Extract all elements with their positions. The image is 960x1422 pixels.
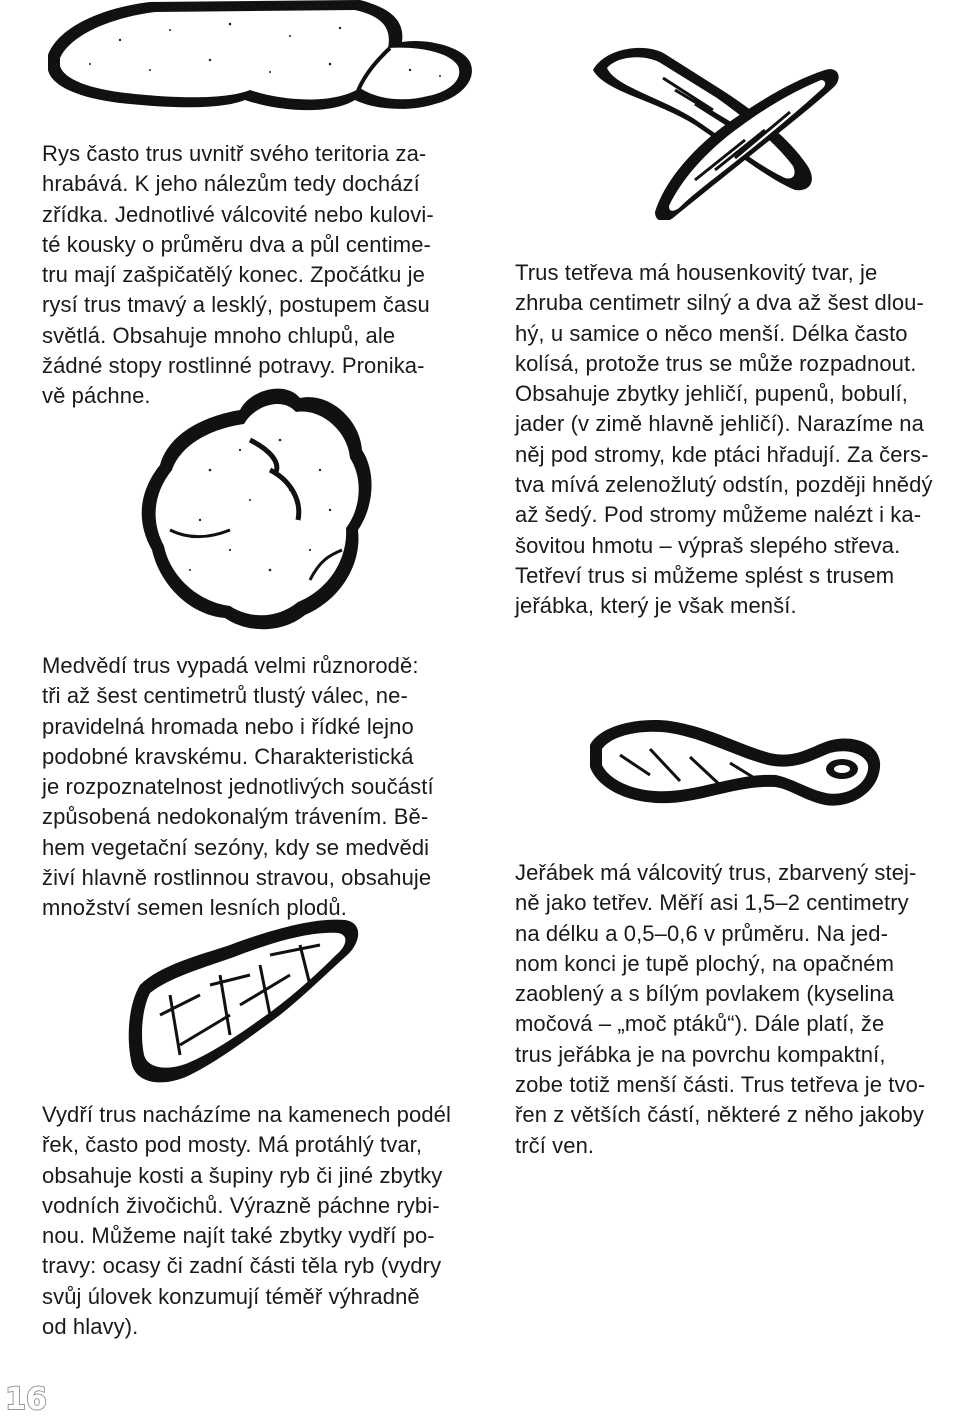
paragraph-line: hý, u samice o něco menší. Délka často [515, 320, 908, 346]
paragraph-line: travy: ocasy či zadní části těla ryb (vydry [42, 1253, 442, 1279]
lynx-droppings-illustration [30, 0, 500, 130]
paragraph-line: močová – „moč ptáků“). Dále platí, že [515, 1011, 885, 1037]
paragraph-line: zřídka. Jednotlivé válcovité nebo kulovi- [42, 201, 434, 227]
bear-paragraph [42, 651, 490, 924]
paragraph-line: Vydří trus nacházíme na kamenech podél [42, 1102, 451, 1127]
paragraph-line: tru mají zašpičatělý konec. Zpočátku je [42, 262, 425, 288]
paragraph-line: Medvědí trus vypadá velmi různorodě: [42, 653, 419, 678]
paragraph-line: Rys často trus uvnitř svého teritoria za- [42, 141, 427, 166]
paragraph-line: je rozpoznatelnost jednotlivých součástí [42, 774, 434, 800]
paragraph-line: ně jako tetřev. Měří asi 1,5–2 centimetry [515, 890, 909, 916]
hazel-grouse-droppings-illustration [580, 705, 890, 825]
paragraph-line: jader (v zimě hlavně jehličí). Narazíme na [515, 411, 924, 437]
paragraph-line: trus jeřábka je na povrchu kompaktní, [515, 1041, 886, 1067]
paragraph-line: podobné kravskému. Charakteristická [42, 743, 414, 769]
capercaillie-droppings-illustration [585, 30, 845, 220]
paragraph-line: zobe totiž menší části. Trus tetřeva je tvo- [515, 1072, 926, 1098]
hazel-grouse-paragraph [515, 858, 955, 1161]
paragraph-line: množství semen lesních plodů. [42, 895, 347, 921]
paragraph-line: Trus tetřeva má housenkovitý tvar, je [515, 260, 878, 285]
paragraph-line: světlá. Obsahuje mnoho chlupů, ale [42, 322, 396, 348]
paragraph-line: kolísá, protože trus se může rozpadnout. [515, 350, 917, 376]
paragraph-line: vě páchne. [42, 383, 151, 409]
paragraph-line: nom konci je tupě plochý, na opačném [515, 950, 895, 976]
paragraph-line: šovitou hmotu – výpraš slepého střeva. [515, 532, 901, 558]
paragraph-line: tři až šest centimetrů tlustý válec, ne- [42, 683, 408, 709]
paragraph-line: žádné stopy rostlinné potravy. Pronika- [42, 353, 425, 379]
paragraph-line: jeřábka, který je však menší. [515, 593, 797, 619]
paragraph-line: vodních živočichů. Výrazně páchne rybi- [42, 1192, 440, 1218]
paragraph-line: od hlavy). [42, 1314, 139, 1340]
paragraph-line: Tetřeví trus si můžeme splést s trusem [515, 562, 895, 588]
paragraph-line: něj pod stromy, kde ptáci hřadují. Za čers- [515, 441, 929, 467]
paragraph-line: obsahuje kosti a šupiny ryb či jiné zbytky [42, 1162, 443, 1188]
paragraph-line: rysí trus tmavý a lesklý, postupem času [42, 292, 430, 318]
otter-paragraph [42, 1100, 490, 1342]
paragraph-line: zaoblený a s bílým povlakem (kyselina [515, 981, 895, 1007]
paragraph-line: způsobená nedokonalým trávením. Bě- [42, 804, 429, 830]
paragraph-line: trčí ven. [515, 1132, 595, 1158]
paragraph-line: hem vegetační sezóny, kdy se medvědi [42, 834, 430, 860]
paragraph-line: Obsahuje zbytky jehličí, pupenů, bobulí, [515, 381, 908, 407]
paragraph-line: tva mívá zelenožlutý odstín, později hnědý [515, 472, 933, 498]
capercaillie-paragraph [515, 258, 955, 622]
paragraph-line: pravidelná hromada nebo i řídké lejno [42, 713, 414, 739]
paragraph-line: zhruba centimetr silný a dva až šest dlou- [515, 290, 924, 316]
paragraph-line: svůj úlovek konzumují téměř výhradně [42, 1283, 420, 1309]
paragraph-line: té kousky o průměru dva a půl centime- [42, 231, 431, 257]
paragraph-line: řek, často pod mosty. Má protáhlý tvar, [42, 1132, 423, 1158]
paragraph-line: živí hlavně rostlinnou stravou, obsahuje [42, 865, 432, 891]
paragraph-line: hrabává. K jeho nálezům tedy dochází [42, 171, 420, 197]
bear-droppings-illustration [130, 380, 390, 640]
paragraph-line: řen z větších částí, některé z něho jakoby [515, 1102, 924, 1128]
page-number: 16 [5, 1382, 47, 1417]
paragraph-line: Jeřábek má válcovitý trus, zbarvený stej- [515, 860, 917, 885]
paragraph-line: nou. Můžeme najít také zbytky vydří po- [42, 1223, 435, 1249]
paragraph-line: až šedý. Pod stromy můžeme nalézt i ka- [515, 502, 922, 528]
lynx-paragraph [42, 139, 487, 412]
otter-spraint-illustration [120, 915, 370, 1090]
paragraph-line: na délku a 0,5–0,6 v průměru. Na jed- [515, 920, 889, 946]
